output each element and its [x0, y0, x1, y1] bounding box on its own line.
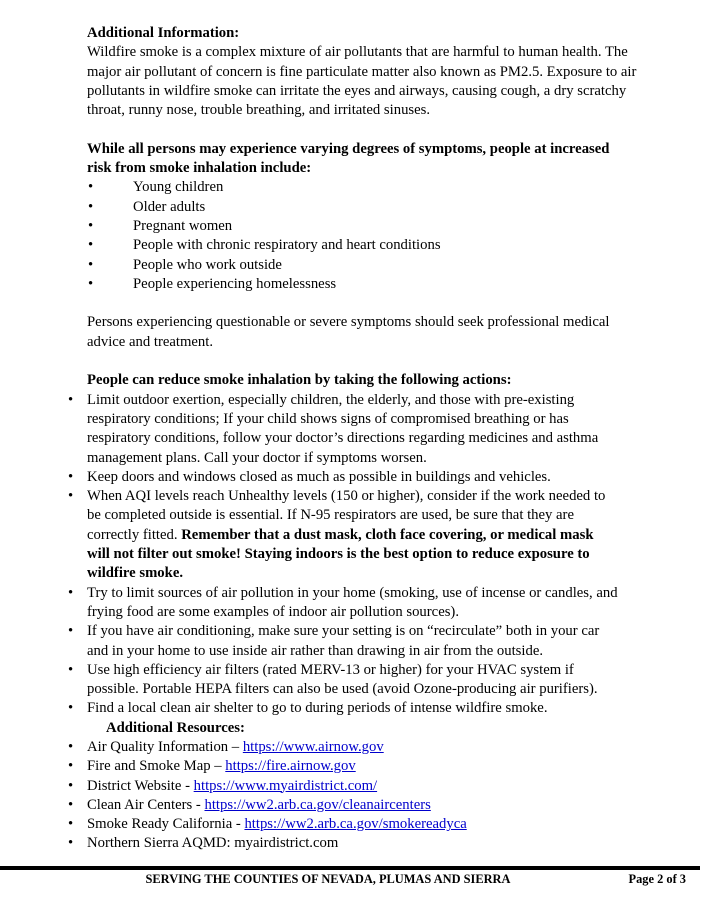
bullet-icon: • [88, 198, 94, 215]
list-item-label: Keep doors and windows closed as much as possible in buildings and vehicles. [87, 468, 551, 485]
list-item-label: Older adults [133, 198, 206, 215]
resource-link[interactable]: https://ww2.arb.ca.gov/cleanaircenters [204, 796, 431, 813]
risk-list [87, 178, 637, 294]
spacer [87, 352, 637, 371]
list-item-label: People who work outside [133, 256, 282, 273]
bullet-icon: • [68, 777, 74, 794]
list-item [87, 198, 637, 217]
resource-label: Air Quality Information – [87, 738, 243, 755]
list-item [68, 834, 618, 853]
bullet-icon: • [88, 275, 94, 292]
spacer [87, 294, 637, 313]
list-item-label: When AQI levels reach Unhealthy levels (150 or higher), consider if the work needed to be completed outside is essential. If N-95 respirators are used, be sure that they are correctly fitted. [87, 488, 606, 543]
list-item [68, 796, 618, 815]
list-item [68, 699, 618, 718]
list-item [87, 256, 637, 275]
list-item [68, 622, 618, 661]
bullet-icon: • [88, 256, 94, 273]
resource-label: Fire and Smoke Map – [87, 758, 226, 775]
additional-information-heading: Additional Information: [87, 25, 240, 41]
resource-link[interactable]: https://www.airnow.gov [242, 738, 384, 755]
bullet-icon: • [68, 738, 74, 755]
resource-link[interactable]: https://ww2.arb.ca.gov/smokereadyca [244, 816, 467, 833]
list-item [68, 738, 618, 757]
advice-paragraph: Persons experiencing questionable or severe symptoms should seek professional medical advice and treatment. [87, 314, 610, 350]
bullet-icon: • [68, 758, 74, 775]
resources-heading: Additional Resources: [106, 719, 245, 736]
list-item [68, 487, 618, 583]
document-body [68, 24, 637, 854]
list-item [68, 815, 618, 834]
resource-label: Northern Sierra AQMD: myairdistrict.com [87, 835, 339, 852]
list-item [68, 468, 618, 487]
bullet-icon: • [68, 700, 74, 717]
list-item-label: People experiencing homelessness [133, 275, 337, 292]
footer-page-number: Page 2 of 3 [628, 872, 686, 886]
resources-list [68, 738, 618, 854]
actions-heading: People can reduce smoke inhalation by taking the following actions: [87, 372, 512, 389]
list-item-label: Limit outdoor exertion, especially children, the elderly, and those with pre-existing respiratory conditions; If your child shows signs of compromised breathing or has respiratory conditions, follow your doctor’s directions regarding medicines and asthma management plans. Call your doctor if symptoms worsen. [87, 391, 599, 466]
list-item [68, 757, 618, 776]
bullet-icon: • [68, 623, 74, 640]
list-item-emphasis: Remember that a dust mask, cloth face covering, or medical mask will not filter out smoke! Staying indoors is the best option to reduce exposure to wildfire smoke. [87, 526, 594, 582]
list-item [87, 275, 637, 294]
list-item [87, 236, 637, 255]
spacer [87, 120, 637, 139]
list-item-label: Young children [133, 179, 224, 196]
bullet-icon: • [88, 217, 94, 234]
bullet-icon: • [68, 468, 74, 485]
list-item-label: Try to limit sources of air pollution in your home (smoking, use of incense or candles, and frying food are some examples of indoor air pollution sources). [87, 584, 618, 620]
resource-label: District Website - [87, 777, 194, 794]
list-item [68, 777, 618, 796]
risk-heading: While all persons may experience varying degrees of symptoms, people at increased risk from smoke inhalation include: [87, 140, 610, 177]
list-item-label: If you have air conditioning, make sure your setting is on “recirculate” both in your car and in your home to use inside air rather than drawing in air from the outside. [87, 623, 600, 659]
bullet-icon: • [68, 391, 74, 408]
resource-label: Smoke Ready California - [87, 816, 245, 833]
bullet-icon: • [68, 816, 74, 833]
list-item-label: Pregnant women [133, 217, 233, 234]
intro-paragraph: Wildfire smoke is a complex mixture of air pollutants that are harmful to human health. The major air pollutant of concern is fine particulate matter also known as PM2.5. Exposure to air pollutants in wildfire smoke can irritate the eyes and airways, causing cough, a dry scratchy throat, runny nose, trouble breathing, and irritated sinuses. [87, 44, 637, 119]
resource-link[interactable]: https://fire.airnow.gov [225, 758, 356, 775]
footer-divider [0, 866, 700, 870]
resource-link[interactable]: https://www.myairdistrict.com/ [193, 777, 378, 794]
bullet-icon: • [68, 584, 74, 601]
footer-serving-text: SERVING THE COUNTIES OF NEVADA, PLUMAS AND SIERRA [145, 872, 511, 886]
bullet-icon: • [88, 179, 94, 196]
bullet-icon: • [88, 237, 94, 254]
list-item [68, 661, 618, 700]
bullet-icon: • [68, 661, 74, 678]
bullet-icon: • [68, 796, 74, 813]
list-item-label: People with chronic respiratory and heart conditions [133, 237, 441, 254]
list-item [87, 217, 637, 236]
bullet-icon: • [68, 488, 74, 505]
resource-label: Clean Air Centers - [87, 796, 205, 813]
actions-list [68, 391, 618, 719]
list-item [87, 178, 637, 197]
bullet-icon: • [68, 835, 74, 852]
list-item [68, 584, 618, 623]
list-item-label: Find a local clean air shelter to go to during periods of intense wildfire smoke. [87, 700, 548, 717]
list-item [68, 391, 618, 468]
list-item-label: Use high efficiency air filters (rated MERV-13 or higher) for your HVAC system if possible. Portable HEPA filters can also be used (avoid Ozone-producing air purifiers). [87, 661, 598, 698]
